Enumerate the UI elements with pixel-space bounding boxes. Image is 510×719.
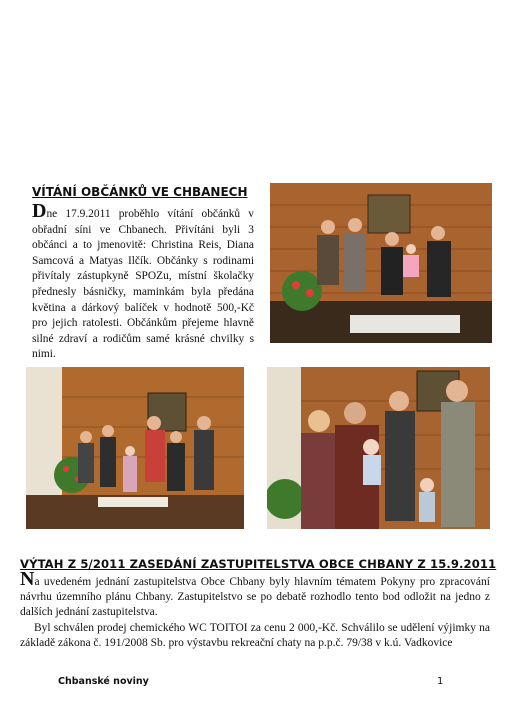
article1-dropcap: D	[32, 200, 47, 222]
photo-ceremony-group	[270, 183, 492, 343]
article2-dropcap: N	[20, 568, 35, 590]
article1-text: ne 17.9.2011 proběhlo vítání občánků v obřadní síni ve Chbanech. Přivítáni byli 3 občánci a to jmenovitě: Christina Reis, Diana Samcová a Matyas Ilčík. Občánky s rodinami přivítaly zástupkyně SPOZu, místní školačky přednesly básničky, maminkám byla předána květina a dárkový balíček v hodnotě 500,-Kč pro jejich ratolesti. Občánkům přejeme hlavně silné zdraví a rodičům samé krásné chvilky s nimi.	[32, 208, 254, 361]
article2-heading: VÝTAH Z 5/2011 ZASEDÁNÍ ZASTUPITELSTVA OBCE CHBANY Z 15.9.2011	[20, 557, 497, 571]
article2-paragraph-1	[20, 568, 490, 621]
article2-body	[20, 568, 490, 651]
article2-para1: a uvedeném jednání zastupitelstva Obce Chbany byly hlavním tématem Pokyny pro zpracování návrhu územního plánu Chbany. Zastupitelstvo se po debatě rozhodlo tento bod odložit na jedno z dalších jednání zastupitelstva.	[20, 576, 490, 619]
article1-body	[32, 200, 254, 363]
photo-women-with-baby	[267, 367, 490, 529]
footer-publication: Chbanské noviny	[58, 676, 149, 687]
article1-heading: VÍTÁNÍ OBČÁNKŮ VE CHBANECH	[32, 185, 248, 199]
article2-paragraph-2: Byl schválen prodej chemického WC TOITOI za cenu 2 000,-Kč. Schválilo se udělení výjimky na základě zákona č. 191/2008 Sb. pro výstavbu rekreační chaty na p.p.č. 79/38 v k.ú. Vadkovice	[20, 621, 490, 649]
masthead-shadow	[15, 22, 493, 168]
photo-families	[26, 367, 244, 529]
footer-page-number: 1	[437, 676, 444, 687]
